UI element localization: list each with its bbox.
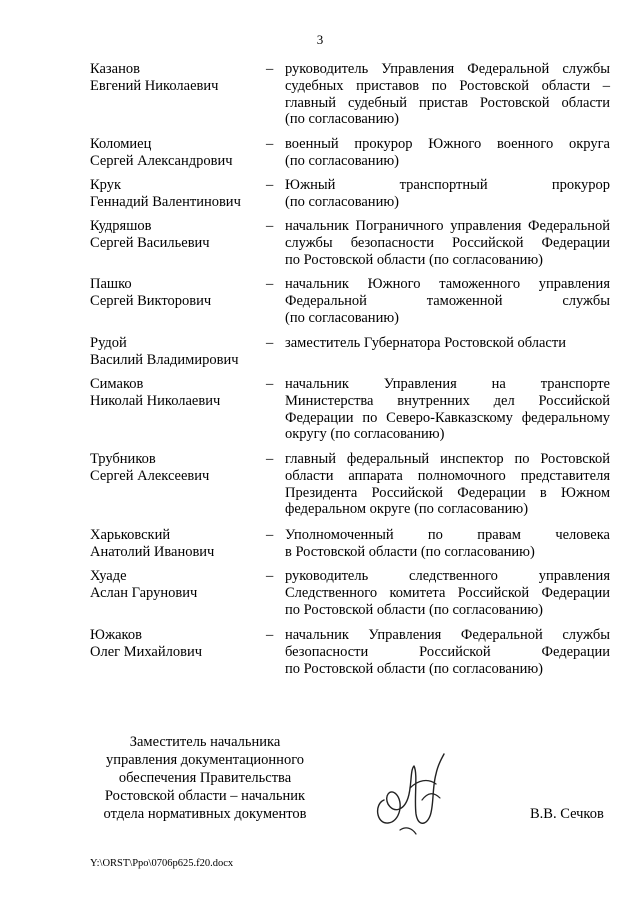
member-given-names: Сергей Васильевич bbox=[90, 234, 210, 251]
position-line: области аппарата полномочного представителя bbox=[285, 467, 610, 484]
member-position bbox=[285, 627, 610, 677]
member-dash: – bbox=[266, 568, 274, 584]
signatory-title-line: обеспечения Правительства bbox=[118, 770, 292, 786]
member-entry bbox=[90, 568, 610, 627]
member-dash: – bbox=[266, 218, 274, 234]
signatory-title-line: отдела нормативных документов bbox=[103, 806, 307, 822]
member-dash: – bbox=[266, 136, 274, 152]
member-entry bbox=[90, 627, 610, 685]
position-line: Федеральной таможенной службы bbox=[285, 292, 610, 309]
handwritten-signature bbox=[370, 740, 450, 840]
position-line: округу (по согласованию) bbox=[285, 426, 445, 443]
page-number: 3 bbox=[316, 32, 324, 47]
position-line: Президента Российской Федерации в Южном bbox=[285, 484, 610, 501]
position-line: по Ростовской области (по согласованию) bbox=[285, 251, 544, 268]
position-line: начальник Управления Федеральной службы bbox=[285, 627, 610, 643]
member-name bbox=[90, 568, 260, 602]
members-list bbox=[90, 61, 610, 685]
position-line: (по согласованию) bbox=[285, 111, 399, 128]
member-position bbox=[285, 568, 610, 618]
member-position bbox=[285, 177, 610, 211]
member-surname: Крук bbox=[90, 177, 122, 193]
member-name bbox=[90, 218, 260, 252]
member-entry bbox=[90, 61, 610, 136]
member-surname: Симаков bbox=[90, 376, 144, 392]
position-line: начальник Южного таможенного управления bbox=[285, 276, 610, 292]
member-name bbox=[90, 451, 260, 485]
member-given-names: Евгений Николаевич bbox=[90, 77, 219, 94]
position-line: военный прокурор Южного военного округа bbox=[285, 136, 610, 152]
member-position bbox=[285, 136, 610, 170]
position-line: Следственного комитета Российской Федерации bbox=[285, 584, 610, 601]
member-dash: – bbox=[266, 527, 274, 543]
member-dash: – bbox=[266, 335, 274, 351]
member-dash: – bbox=[266, 61, 274, 77]
file-path: Y:\ORST\Ppo\0706p625.f20.docx bbox=[90, 858, 234, 869]
member-dash: – bbox=[266, 177, 274, 193]
member-surname: Пашко bbox=[90, 276, 132, 292]
position-line: судебных приставов по Ростовской области – bbox=[285, 77, 610, 94]
member-entry bbox=[90, 451, 610, 527]
member-dash: – bbox=[266, 627, 274, 643]
member-given-names: Аслан Гарунович bbox=[90, 584, 198, 601]
member-position bbox=[285, 376, 610, 443]
member-entry bbox=[90, 177, 610, 218]
signatory-name: В.В. Сечков bbox=[530, 806, 604, 822]
member-entry bbox=[90, 376, 610, 451]
member-given-names: Анатолий Иванович bbox=[90, 543, 215, 560]
member-name bbox=[90, 376, 260, 410]
member-entry bbox=[90, 527, 610, 568]
member-name bbox=[90, 527, 260, 561]
member-name bbox=[90, 627, 260, 661]
member-surname: Казанов bbox=[90, 61, 140, 77]
member-given-names: Сергей Александрович bbox=[90, 152, 233, 169]
member-entry bbox=[90, 276, 610, 335]
member-surname: Рудой bbox=[90, 335, 127, 351]
member-surname: Хуаде bbox=[90, 568, 127, 584]
signatory-title-line: Ростовской области – начальник bbox=[104, 788, 306, 804]
member-given-names: Геннадий Валентинович bbox=[90, 193, 241, 210]
signatory-title-line: управления документационного bbox=[105, 752, 305, 768]
signatory-title-line: Заместитель начальника bbox=[129, 734, 281, 750]
position-line: Южный транспортный прокурор bbox=[285, 177, 610, 193]
position-line: заместитель Губернатора Ростовской области bbox=[285, 335, 566, 351]
member-position bbox=[285, 527, 610, 561]
member-given-names: Николай Николаевич bbox=[90, 392, 221, 409]
position-line: руководитель Управления Федеральной службы bbox=[285, 61, 610, 77]
position-line: главный судебный пристав Ростовской области bbox=[285, 94, 610, 111]
position-line: (по согласованию) bbox=[285, 193, 399, 210]
member-dash: – bbox=[266, 276, 274, 292]
position-line: по Ростовской области (по согласованию) bbox=[285, 660, 544, 677]
member-name bbox=[90, 335, 260, 369]
member-dash: – bbox=[266, 451, 274, 467]
member-name bbox=[90, 276, 260, 310]
position-line: Уполномоченный по правам человека bbox=[285, 527, 610, 543]
member-surname: Харьковский bbox=[90, 527, 171, 543]
member-surname: Кудряшов bbox=[90, 218, 152, 234]
position-line: Министерства внутренних дел Российской bbox=[285, 392, 610, 409]
member-position bbox=[285, 451, 610, 518]
member-position bbox=[285, 335, 610, 352]
member-name bbox=[90, 136, 260, 170]
position-line: по Ростовской области (по согласованию) bbox=[285, 601, 544, 618]
member-surname: Коломиец bbox=[90, 136, 152, 152]
member-name bbox=[90, 61, 260, 95]
position-line: Федерации по Северо-Кавказскому федеральному bbox=[285, 409, 610, 426]
member-position bbox=[285, 61, 610, 128]
member-entry bbox=[90, 136, 610, 177]
position-line: начальник Управления на транспорте bbox=[285, 376, 610, 392]
member-position bbox=[285, 276, 610, 326]
position-line: службы безопасности Российской Федерации bbox=[285, 234, 610, 251]
member-dash: – bbox=[266, 376, 274, 392]
member-position bbox=[285, 218, 610, 268]
member-entry bbox=[90, 218, 610, 276]
position-line: руководитель следственного управления bbox=[285, 568, 610, 584]
position-line: главный федеральный инспектор по Ростовской bbox=[285, 451, 610, 467]
position-line: начальник Пограничного управления Федеральной bbox=[285, 218, 610, 234]
position-line: федеральном округе (по согласованию) bbox=[285, 501, 529, 518]
position-line: (по согласованию) bbox=[285, 309, 399, 326]
member-given-names: Сергей Викторович bbox=[90, 292, 212, 309]
member-surname: Трубников bbox=[90, 451, 156, 467]
position-line: в Ростовской области (по согласованию) bbox=[285, 543, 535, 560]
member-entry bbox=[90, 335, 610, 376]
member-given-names: Олег Михайлович bbox=[90, 643, 203, 660]
position-line: (по согласованию) bbox=[285, 152, 399, 169]
member-name bbox=[90, 177, 260, 211]
signatory-title bbox=[90, 733, 320, 823]
member-surname: Южаков bbox=[90, 627, 142, 643]
member-given-names: Сергей Алексеевич bbox=[90, 467, 210, 484]
position-line: безопасности Российской Федерации bbox=[285, 643, 610, 660]
member-given-names: Василий Владимирович bbox=[90, 351, 239, 368]
